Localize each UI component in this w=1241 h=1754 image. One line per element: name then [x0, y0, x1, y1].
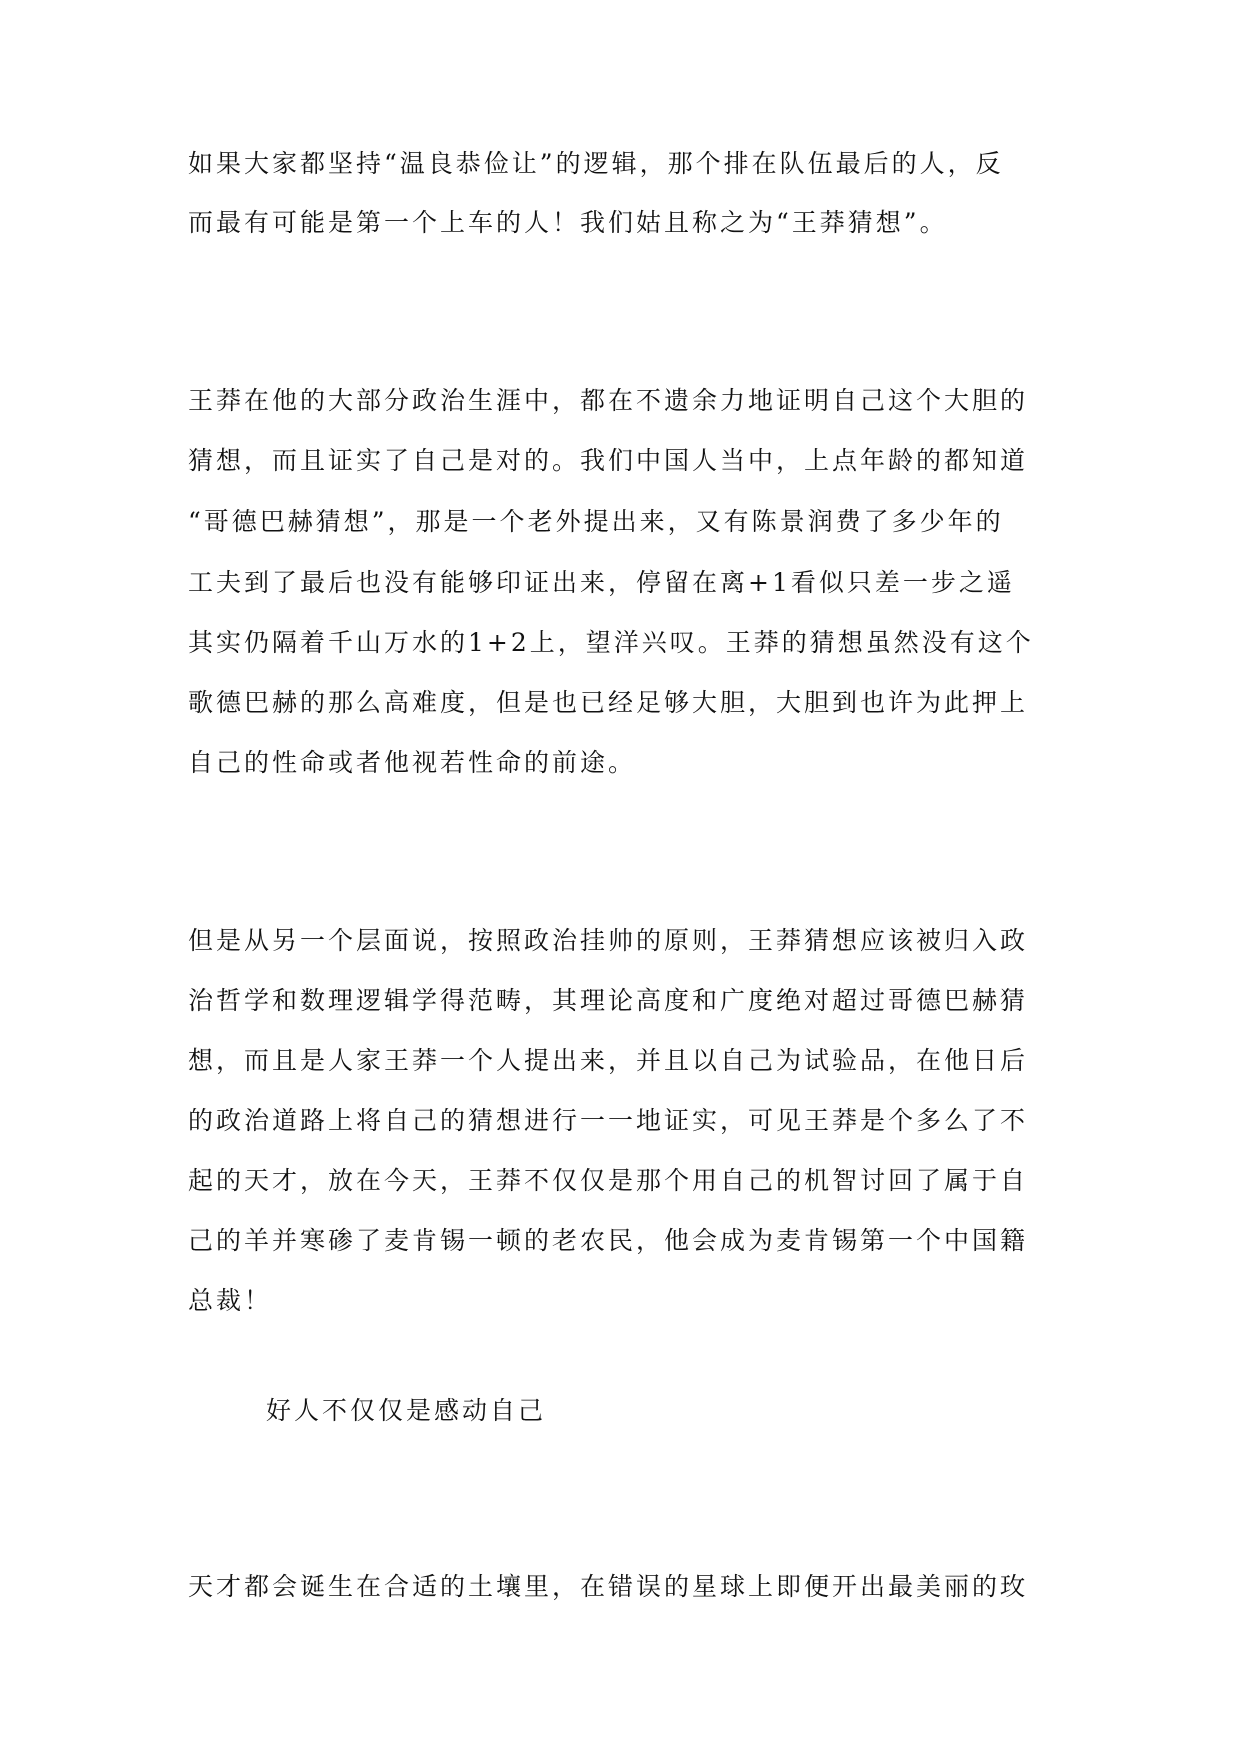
text-line: 天才都会诞生在合适的土壤里，在错误的星球上即便开出最美丽的玫	[188, 1572, 1029, 1601]
text-line: 而最有可能是第一个上车的人！我们姑且称之为“王莽猜想”。	[188, 208, 948, 237]
text-line: 治哲学和数理逻辑学得范畴，其理论高度和广度绝对超过哥德巴赫猜	[188, 986, 1029, 1015]
text-line: 己的羊并寒碜了麦肯锡一顿的老农民，他会成为麦肯锡第一个中国籍	[188, 1226, 1029, 1255]
text-line: 的政治道路上将自己的猜想进行一一地证实，可见王莽是个多么了不	[188, 1106, 1029, 1135]
text-line: 如果大家都坚持“温良恭俭让”的逻辑，那个排在队伍最后的人，反	[188, 149, 1004, 178]
text-line: 歌德巴赫的那么高难度，但是也已经足够大胆，大胆到也许为此押上	[188, 688, 1029, 717]
text-line: 工夫到了最后也没有能够印证出来，停留在离+1看似只差一步之遥	[188, 568, 1015, 597]
text-line: 自己的性命或者他视若性命的前途。	[188, 748, 637, 777]
section-heading: 好人不仅仅是感动自己	[266, 1396, 547, 1425]
text-line: 猜想，而且证实了自己是对的。我们中国人当中，上点年龄的都知道	[188, 446, 1029, 475]
text-line: “哥德巴赫猜想”，那是一个老外提出来，又有陈景润费了多少年的	[188, 507, 1004, 536]
text-line: 王莽在他的大部分政治生涯中，都在不遗余力地证明自己这个大胆的	[188, 386, 1029, 415]
text-line: 但是从另一个层面说，按照政治挂帅的原则，王莽猜想应该被归入政	[188, 926, 1029, 955]
text-line: 想，而且是人家王莽一个人提出来，并且以自己为试验品，在他日后	[188, 1046, 1029, 1075]
text-line: 其实仍隔着千山万水的1+2上，望洋兴叹。王莽的猜想虽然没有这个	[188, 628, 1034, 657]
text-line: 起的天才，放在今天，王莽不仅仅是那个用自己的机智讨回了属于自	[188, 1166, 1029, 1195]
text-line: 总裁！	[188, 1286, 273, 1315]
